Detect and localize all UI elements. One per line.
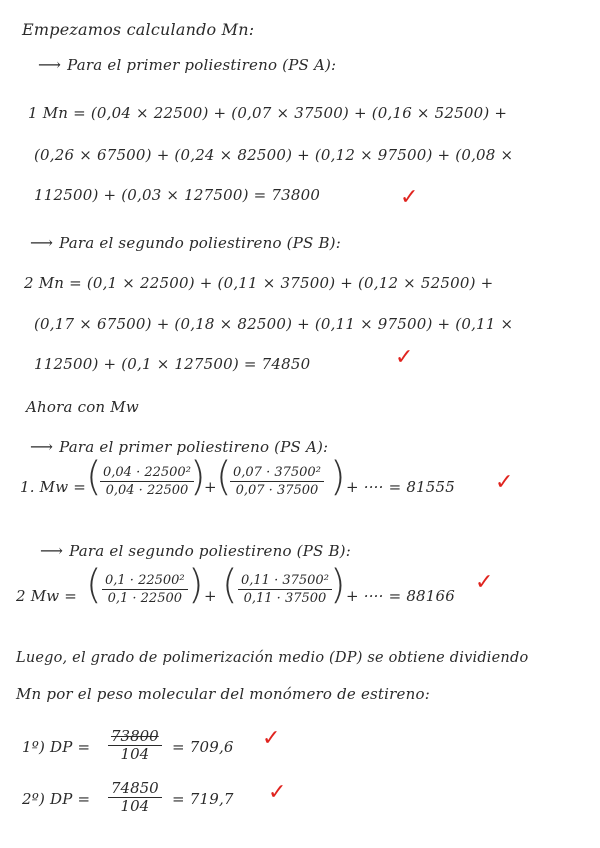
paren-close: ) <box>330 562 346 608</box>
check-mark-icon: ✓ <box>475 570 494 595</box>
plus-sign: + <box>204 478 217 496</box>
mw-a-f2-num: 0,07 · 37500² <box>230 464 324 482</box>
mw-b-f1-num: 0,1 · 22500² <box>102 572 188 590</box>
dp-r1-label: 1º) DP = <box>22 738 91 756</box>
mw-heading: Ahora con Mw <box>26 398 139 416</box>
mw-a-prefix: 1. Mw = <box>20 478 87 496</box>
dp-r2-result: = 719,7 <box>172 790 234 808</box>
dp-r2-num: 74850 <box>108 780 162 798</box>
mw-b-tail: + ···· = 88166 <box>346 587 456 605</box>
dp-r1-fraction <box>108 728 162 763</box>
dp-text-1: Luego, el grado de polimerización medio (DP) se obtiene dividiendo <box>16 650 529 666</box>
paren-open: ( <box>86 562 102 608</box>
mn-b-line2: (0,17 × 67500) + (0,18 × 82500) + (0,11 × 97500) + (0,11 × <box>34 315 514 333</box>
mw-a-fraction-2 <box>230 464 324 499</box>
mw-label-a-text: Para el primer poliestireno (PS A): <box>59 438 329 456</box>
intro-text: Empezamos calculando Mn: <box>22 20 255 39</box>
mw-b-f2-num: 0,11 · 37500² <box>238 572 332 590</box>
dp-r1-result: = 709,6 <box>172 738 234 756</box>
arrow-icon: ⟶ <box>30 233 54 252</box>
dp-r1-num: 73800 <box>108 728 162 746</box>
plus-sign: + <box>204 587 217 605</box>
paren-open: ( <box>86 454 102 500</box>
check-mark-icon: ✓ <box>395 345 414 370</box>
check-mark-icon: ✓ <box>400 185 419 210</box>
mw-label-a <box>30 437 328 456</box>
dp-r2-den: 104 <box>120 797 150 815</box>
arrow-icon: ⟶ <box>38 55 62 74</box>
mn-b-line3: 112500) + (0,1 × 127500) = 74850 <box>34 355 311 373</box>
mn-a-line2: (0,26 × 67500) + (0,24 × 82500) + (0,12 × 97500) + (0,08 × <box>34 146 514 164</box>
paren-open: ( <box>222 562 238 608</box>
paren-open: ( <box>216 454 232 500</box>
check-mark-icon: ✓ <box>495 470 514 495</box>
mn-label-b-text: Para el segundo poliestireno (PS B): <box>59 234 341 252</box>
mn-b-line1: 2 Mn = (0,1 × 22500) + (0,11 × 37500) + (0,12 × 52500) + <box>24 274 494 292</box>
mw-a-f1-den: 0,04 · 22500 <box>105 483 189 498</box>
mn-label-a <box>38 55 336 74</box>
mw-b-f2-den: 0,11 · 37500 <box>243 591 327 606</box>
mn-label-a-text: Para el primer poliestireno (PS A): <box>67 56 337 74</box>
paren-close: ) <box>190 454 206 500</box>
mw-a-fraction-1 <box>100 464 194 499</box>
mw-a-f2-den: 0,07 · 37500 <box>235 483 319 498</box>
mw-a-tail: + ···· = 81555 <box>346 478 456 496</box>
mw-b-prefix: 2 Mw = <box>16 587 78 605</box>
mw-a-f1-num: 0,04 · 22500² <box>100 464 194 482</box>
mw-b-f1-den: 0,1 · 22500 <box>107 591 183 606</box>
mw-label-b-text: Para el segundo poliestireno (PS B): <box>69 542 351 560</box>
check-mark-icon: ✓ <box>262 726 281 751</box>
mn-a-line3: 112500) + (0,03 × 127500) = 73800 <box>34 186 321 204</box>
arrow-icon: ⟶ <box>40 541 64 560</box>
mw-b-fraction-1 <box>102 572 188 607</box>
paren-close: ) <box>188 562 204 608</box>
dp-text-2: Mn por el peso molecular del monómero de estireno: <box>16 685 430 703</box>
dp-r1-den: 104 <box>120 745 150 763</box>
paren-close: ) <box>330 454 346 500</box>
dp-r2-label: 2º) DP = <box>22 790 91 808</box>
check-mark-icon: ✓ <box>268 780 287 805</box>
mn-label-b <box>30 233 341 252</box>
arrow-icon: ⟶ <box>30 437 54 456</box>
mw-b-fraction-2 <box>238 572 332 607</box>
mn-a-line1: 1 Mn = (0,04 × 22500) + (0,07 × 37500) + (0,16 × 52500) + <box>28 104 508 122</box>
mw-label-b <box>40 541 351 560</box>
dp-r2-fraction <box>108 780 162 815</box>
